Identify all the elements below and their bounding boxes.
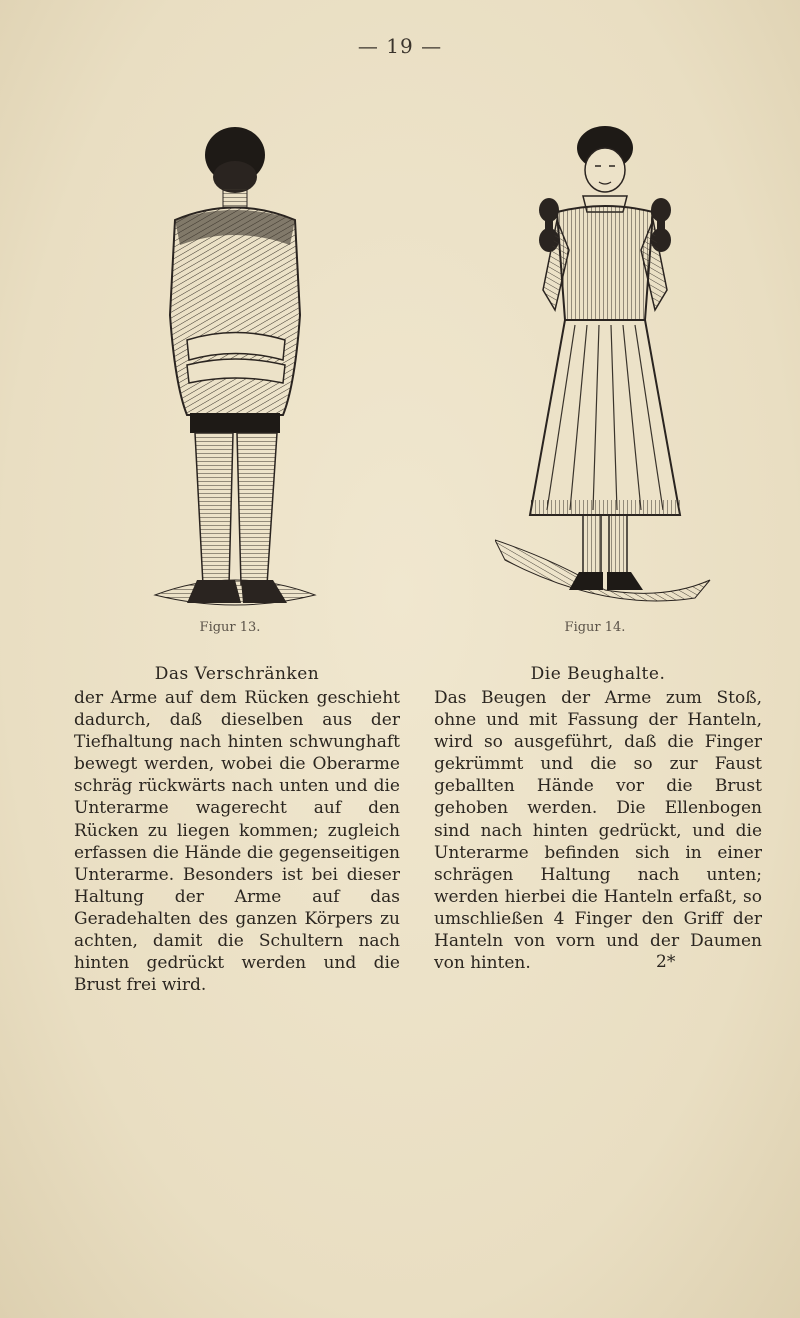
section-body: der Arme auf dem Rücken geschieht dadurch, daß dieselben aus der Tiefhaltung nach hinten schwunghaft bewegt werden, wobei die Oberarme schräg rückwärts nach unten und die Unterarme wagerecht auf den Rücken zu liegen kommen; zugleich erfassen die Hände die gegenseitigen Unterarme. Besonders ist bei dieser Haltung der Arme auf das Geradehalten des ganzen Körpers zu achten, damit die Schultern nach hinten gedrückt werden und die Brust frei wird. bbox=[74, 688, 400, 996]
figure-14-illustration bbox=[495, 120, 715, 610]
section-heading: Das Verschränken bbox=[154, 664, 320, 684]
section-beughalte bbox=[434, 663, 762, 974]
section-body: Das Beugen der Arme zum Stoß, ohne und mit Fassung der Hanteln, wird so ausgeführt, daß die Finger gekrümmt und die so zur Faust geballten Hände vor die Brust gehoben werden. Die Ellenbogen sind nach hinten gedrückt, und die Unterarme befinden sich in einer schrägen Haltung nach unten; werden hierbei die Hanteln erfaßt, so umschließen 4 Finger den Griff der Hanteln von vorn und der Daumen von hinten. bbox=[434, 688, 762, 974]
figure-13-caption: Figur 13. bbox=[199, 620, 261, 635]
sheet-signature: 2* bbox=[656, 952, 676, 972]
section-verschraenken bbox=[74, 663, 400, 996]
section-heading: Die Beughalte. bbox=[530, 664, 666, 684]
figure-13-illustration bbox=[95, 125, 375, 615]
page-number: — 19 — bbox=[357, 34, 443, 58]
figure-14-caption: Figur 14. bbox=[564, 620, 626, 635]
